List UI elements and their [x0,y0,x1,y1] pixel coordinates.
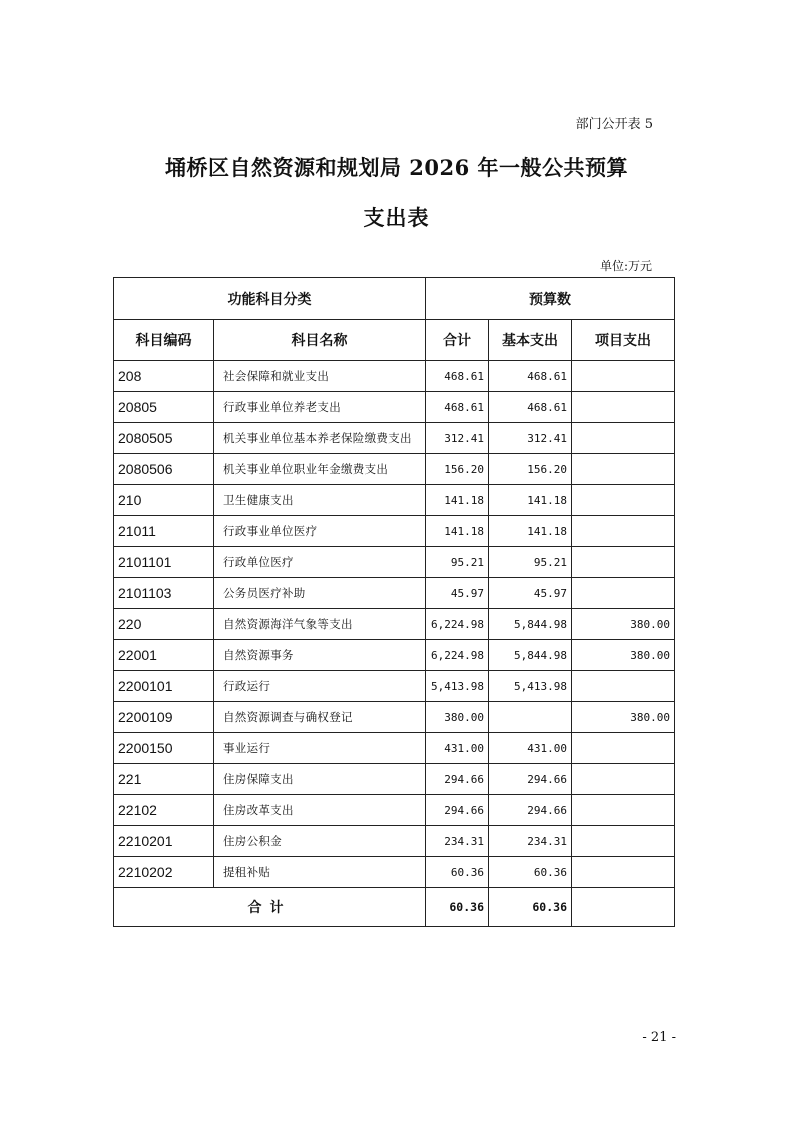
cell-total: 312.41 [426,423,489,454]
cell-basic-expenditure: 141.18 [489,485,572,516]
cell-subject-name: 提租补贴 [214,857,426,888]
cell-total: 141.18 [426,516,489,547]
cell-subject-code: 2080505 [114,423,214,454]
cell-subject-name: 住房改革支出 [214,795,426,826]
cell-subject-code: 2200150 [114,733,214,764]
header-project-expenditure: 项目支出 [572,320,675,361]
total-row-project [572,888,675,927]
cell-subject-code: 2200109 [114,702,214,733]
cell-basic-expenditure: 5,413.98 [489,671,572,702]
cell-basic-expenditure: 431.00 [489,733,572,764]
cell-subject-name: 住房保障支出 [214,764,426,795]
table-row [114,671,675,702]
cell-basic-expenditure: 45.97 [489,578,572,609]
cell-project-expenditure [572,423,675,454]
cell-project-expenditure [572,578,675,609]
cell-total: 156.20 [426,454,489,485]
table-row [114,578,675,609]
cell-subject-code: 2200101 [114,671,214,702]
cell-basic-expenditure: 468.61 [489,392,572,423]
cell-basic-expenditure: 156.20 [489,454,572,485]
cell-project-expenditure [572,516,675,547]
cell-project-expenditure: 380.00 [572,702,675,733]
cell-project-expenditure [572,826,675,857]
table-row [114,454,675,485]
total-row [114,888,675,927]
cell-project-expenditure [572,392,675,423]
cell-subject-code: 22102 [114,795,214,826]
cell-project-expenditure [572,485,675,516]
cell-subject-code: 20805 [114,392,214,423]
cell-subject-name: 公务员医疗补助 [214,578,426,609]
cell-project-expenditure [572,454,675,485]
cell-total: 6,224.98 [426,609,489,640]
total-row-label: 合计 [114,888,426,927]
cell-total: 234.31 [426,826,489,857]
page-number: - 21 - [642,1030,676,1045]
table-row [114,857,675,888]
cell-project-expenditure: 380.00 [572,609,675,640]
cell-subject-name: 卫生健康支出 [214,485,426,516]
table-row [114,764,675,795]
cell-subject-code: 208 [114,361,214,392]
cell-total: 431.00 [426,733,489,764]
table-row [114,733,675,764]
total-row-total: 60.36 [426,888,489,927]
cell-total: 141.18 [426,485,489,516]
cell-total: 95.21 [426,547,489,578]
cell-subject-code: 2210201 [114,826,214,857]
cell-basic-expenditure: 60.36 [489,857,572,888]
document-subtitle: 支出表 [363,205,430,230]
cell-basic-expenditure: 5,844.98 [489,640,572,671]
table-row [114,392,675,423]
header-basic-expenditure: 基本支出 [489,320,572,361]
cell-basic-expenditure: 294.66 [489,764,572,795]
cell-subject-code: 2101101 [114,547,214,578]
table-row [114,795,675,826]
cell-project-expenditure [572,733,675,764]
cell-basic-expenditure: 5,844.98 [489,609,572,640]
header-functional-classification: 功能科目分类 [114,278,426,320]
cell-subject-code: 2101103 [114,578,214,609]
cell-total: 5,413.98 [426,671,489,702]
table-row [114,609,675,640]
cell-subject-code: 21011 [114,516,214,547]
table-row [114,423,675,454]
table-number-label: 部门公开表 5 [575,117,653,132]
cell-subject-name: 机关事业单位基本养老保险缴费支出 [214,423,426,454]
header-subject-name: 科目名称 [214,320,426,361]
cell-subject-code: 210 [114,485,214,516]
cell-subject-code: 2080506 [114,454,214,485]
total-row-basic: 60.36 [489,888,572,927]
cell-subject-code: 22001 [114,640,214,671]
cell-total: 6,224.98 [426,640,489,671]
cell-project-expenditure [572,671,675,702]
table-row [114,361,675,392]
cell-subject-name: 行政运行 [214,671,426,702]
cell-project-expenditure: 380.00 [572,640,675,671]
table-row [114,826,675,857]
cell-basic-expenditure: 95.21 [489,547,572,578]
cell-basic-expenditure: 234.31 [489,826,572,857]
cell-subject-name: 自然资源海洋气象等支出 [214,609,426,640]
cell-total: 468.61 [426,361,489,392]
unit-label: 单位:万元 [599,259,652,273]
cell-subject-name: 自然资源调查与确权登记 [214,702,426,733]
budget-expenditure-table [113,277,675,927]
cell-project-expenditure [572,795,675,826]
cell-project-expenditure [572,547,675,578]
table-row [114,547,675,578]
header-budget-amount: 预算数 [426,278,675,320]
header-subject-code: 科目编码 [114,320,214,361]
cell-subject-name: 机关事业单位职业年金缴费支出 [214,454,426,485]
cell-basic-expenditure: 312.41 [489,423,572,454]
cell-subject-code: 2210202 [114,857,214,888]
cell-total: 294.66 [426,764,489,795]
document-title: 埇桥区自然资源和规划局 2026 年一般公共预算 [164,155,629,180]
table-row [114,516,675,547]
header-total: 合计 [426,320,489,361]
cell-total: 468.61 [426,392,489,423]
table-row [114,640,675,671]
cell-project-expenditure [572,857,675,888]
cell-subject-code: 221 [114,764,214,795]
cell-subject-name: 行政事业单位养老支出 [214,392,426,423]
cell-project-expenditure [572,361,675,392]
cell-subject-code: 220 [114,609,214,640]
table-row [114,702,675,733]
cell-subject-name: 行政事业单位医疗 [214,516,426,547]
cell-subject-name: 社会保障和就业支出 [214,361,426,392]
cell-total: 294.66 [426,795,489,826]
cell-total: 60.36 [426,857,489,888]
cell-total: 380.00 [426,702,489,733]
cell-project-expenditure [572,764,675,795]
table-row [114,485,675,516]
cell-subject-name: 住房公积金 [214,826,426,857]
cell-total: 45.97 [426,578,489,609]
cell-basic-expenditure: 141.18 [489,516,572,547]
cell-basic-expenditure [489,702,572,733]
cell-basic-expenditure: 468.61 [489,361,572,392]
cell-subject-name: 行政单位医疗 [214,547,426,578]
cell-subject-name: 自然资源事务 [214,640,426,671]
cell-subject-name: 事业运行 [214,733,426,764]
cell-basic-expenditure: 294.66 [489,795,572,826]
